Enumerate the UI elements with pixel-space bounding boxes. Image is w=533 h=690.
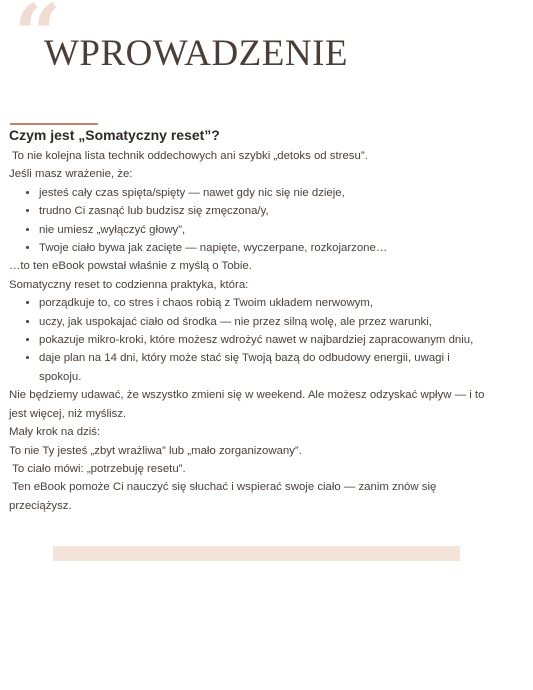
content-body: [9, 126, 495, 515]
page-title: WPROWADZENIE: [44, 33, 349, 74]
practice-list: [9, 294, 495, 386]
quote-mark-icon: “: [14, 0, 62, 83]
list-item: • daje plan na 14 dni, który może stać się Twoją bazą do odbudowy energii, uwagi i spokoju.: [39, 349, 495, 386]
list-item: • Twoje ciało bywa jak zacięte — napięte, wyczerpane, rozkojarzone…: [39, 239, 495, 257]
list-item: • nie umiesz „wyłączyć głowy”,: [39, 221, 495, 239]
list-item: • uczy, jak uspokajać ciało od środka — nie przez silną wolę, ale przez warunki,: [39, 313, 495, 331]
list-item: • porządkuje to, co stres i chaos robią z Twoim układem nerwowym,: [39, 294, 495, 312]
list-item: • jesteś cały czas spięta/spięty — nawet gdy nic się nie dzieje,: [39, 184, 495, 202]
decorative-bar: [53, 546, 460, 561]
paragraph-weekend: Nie będziemy udawać, że wszystko zmieni się w weekend. Ale możesz odzyskać wpływ — i to jest więcej, niż myślisz.: [9, 389, 485, 420]
after-list-paragraph: …to ten eBook powstał właśnie z myślą o Tobie.: [9, 260, 252, 273]
section-heading: Czym jest „Somatyczny reset”?: [9, 127, 220, 143]
paragraph-small-step: Mały krok na dziś:: [9, 426, 101, 439]
list1-lead: Jeśli masz wrażenie, że:: [9, 168, 133, 181]
list-item: • trudno Ci zasnąć lub budzisz się zmęczona/y,: [39, 202, 495, 220]
list-item: • pokazuje mikro-kroki, które możesz wdrożyć nawet w najbardziej zapracowanym dniu,: [39, 331, 495, 349]
paragraph-ebook-help: Ten eBook pomoże Ci nauczyć się słuchać i wspierać swoje ciało — zanim znów się przeciążysz.: [9, 481, 440, 512]
accent-divider: [10, 123, 98, 125]
symptom-list: [9, 184, 495, 258]
intro-paragraph: To nie kolejna lista technik oddechowych ani szybki „detoks od stresu”.: [9, 150, 368, 162]
paragraph-body-says: To ciało mówi: „potrzebuję resetu”.: [9, 462, 186, 475]
list2-lead: Somatyczny reset to codzienna praktyka, która:: [9, 278, 249, 291]
paragraph-not-you: To nie Ty jesteś „zbyt wrażliwa” lub „mało zorganizowany”.: [9, 444, 302, 457]
